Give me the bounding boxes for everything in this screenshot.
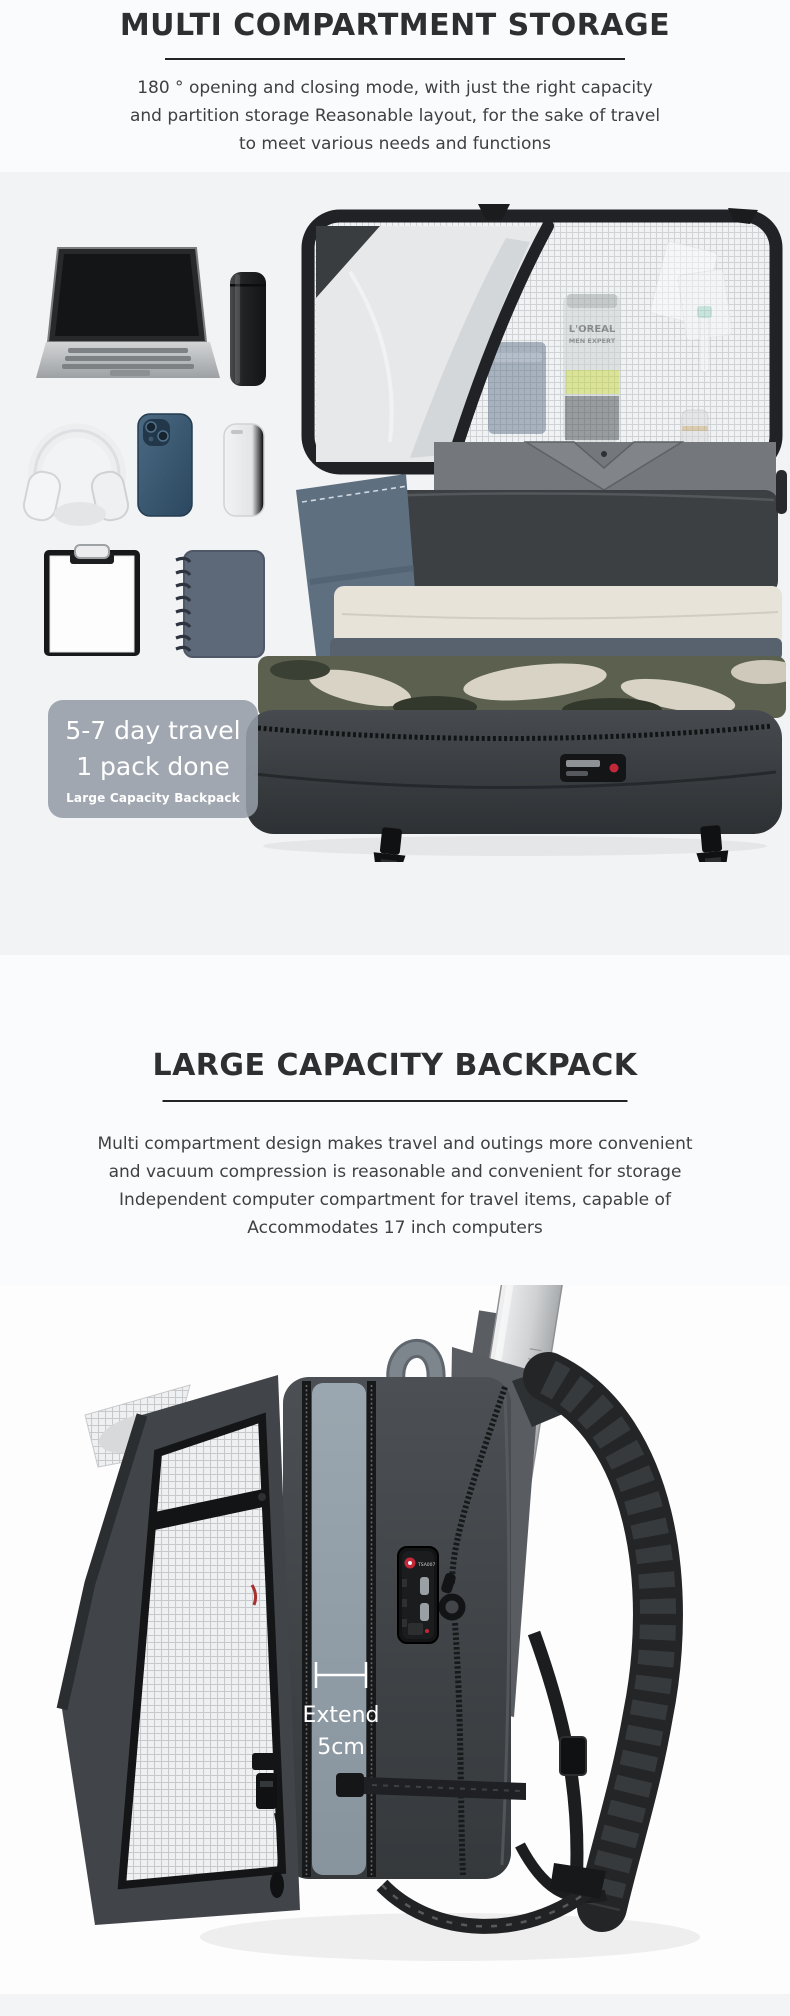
clipboard-image <box>42 544 142 658</box>
tsa-combination-lock <box>398 1547 438 1643</box>
description-line: to meet various needs and functions <box>238 134 552 154</box>
tsa-lock-label: TSA007 <box>418 1563 436 1568</box>
bottom-divider-strip <box>0 1994 790 2016</box>
section1-title: MULTI COMPARTMENT STORAGE <box>119 8 671 43</box>
section2-title: LARGE CAPACITY BACKPACK <box>152 1048 638 1083</box>
description-line: and partition storage Reasonable layout, for the sake of travel <box>129 106 661 126</box>
opened-front-flap <box>62 1375 300 1925</box>
description-line: 180 ° opening and closing mode, with just the right capacity <box>137 78 653 98</box>
extend-value-text: 5cm <box>317 1735 365 1760</box>
travel-badge <box>48 700 258 818</box>
photo-backpack-side-view <box>0 1285 790 2016</box>
badge-line2: 1 pack done <box>76 752 230 781</box>
section2-description <box>0 1130 790 1242</box>
headphones-image <box>22 406 132 528</box>
description-line: Multi compartment design makes travel and outings more convenient <box>97 1134 693 1154</box>
photo-flatlay-open-backpack <box>0 172 790 955</box>
badge-line3: Large Capacity Backpack <box>66 791 240 805</box>
description-line: and vacuum compression is reasonable and convenient for storage <box>108 1162 682 1182</box>
description-line: Independent computer compartment for travel items, capable of <box>119 1190 671 1210</box>
section1-description <box>0 74 790 158</box>
section2-title-underline <box>163 1100 628 1102</box>
expanded-backpack-illustration <box>0 1285 790 2016</box>
packed-clothes-stack <box>258 442 790 722</box>
expansion-gusset <box>312 1383 366 1875</box>
extend-text: Extend <box>302 1703 380 1728</box>
tsa-lock-small <box>560 754 626 782</box>
open-backpack-top-view <box>230 202 790 862</box>
section1-title-underline <box>165 58 625 60</box>
laptop-image <box>34 246 222 392</box>
badge-line1: 5-7 day travel <box>65 716 241 745</box>
smartphone-image <box>136 412 194 518</box>
ladder-lock-buckle <box>560 1737 586 1775</box>
backpack-lid-mesh <box>308 204 776 468</box>
description-line: Accommodates 17 inch computers <box>247 1218 543 1238</box>
